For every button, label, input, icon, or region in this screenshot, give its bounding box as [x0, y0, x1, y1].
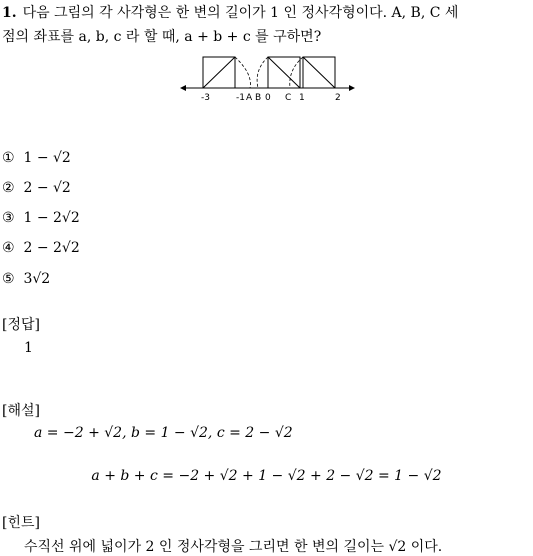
answer-value: 1 — [24, 340, 33, 356]
tick-label: -3 — [201, 93, 210, 102]
choice-text: 2 − 2√2 — [23, 240, 80, 256]
answer-label: [정답] — [2, 317, 40, 333]
choice-2[interactable] — [2, 180, 71, 196]
tick-label: A — [246, 93, 253, 102]
arc-b — [257, 57, 268, 88]
number-line-figure — [178, 52, 358, 102]
hint-text: 수직선 위에 넓이가 2 인 정사각형을 그리면 한 변의 길이는 √2 이다. — [24, 539, 443, 555]
tick-label: -1 — [236, 93, 245, 102]
tick-label: 2 — [335, 93, 341, 102]
choice-marker: ③ — [2, 210, 15, 226]
explanation-label: [해설] — [2, 403, 40, 419]
tick-label: 1 — [299, 93, 305, 102]
choice-text: 1 − 2√2 — [23, 210, 80, 226]
square-right-diagonal — [303, 57, 335, 88]
choice-1[interactable] — [2, 150, 71, 166]
choice-4[interactable] — [2, 240, 80, 256]
question-number: 1. — [2, 5, 17, 21]
left-arrowhead — [180, 85, 186, 91]
question-text-1: 다음 그림의 각 사각형은 한 변의 길이가 1 인 정사각형이다. A, B, C 세 — [22, 5, 459, 21]
arc-a — [235, 57, 250, 88]
tick-label: B — [255, 93, 262, 102]
explanation-line-1: a = −2 + √2, b = 1 − √2, c = 2 − √2 — [34, 425, 293, 441]
choice-marker: ② — [2, 180, 15, 196]
choice-marker: ⑤ — [2, 271, 15, 287]
square-left-diagonal — [203, 57, 235, 88]
hint-label: [힌트] — [2, 515, 40, 531]
choice-5[interactable] — [2, 271, 50, 287]
question-line-2: 점의 좌표를 a, b, c 라 할 때, a + b + c 를 구하면? — [2, 29, 322, 45]
explanation-line-2: a + b + c = −2 + √2 + 1 − √2 + 2 − √2 = 1 − √2 — [91, 468, 442, 484]
choice-marker: ④ — [2, 240, 15, 256]
choice-marker: ① — [2, 150, 15, 166]
question-line-1 — [2, 2, 458, 22]
choice-text: 1 − √2 — [23, 150, 71, 166]
choice-text: 3√2 — [23, 271, 51, 287]
choice-text: 2 − √2 — [23, 180, 71, 196]
choice-3[interactable] — [2, 210, 80, 226]
tick-label: 0 — [265, 93, 271, 102]
square-middle-diagonal — [268, 57, 300, 88]
right-arrowhead — [349, 85, 355, 91]
arc-c — [290, 57, 303, 88]
tick-label: C — [285, 93, 292, 102]
